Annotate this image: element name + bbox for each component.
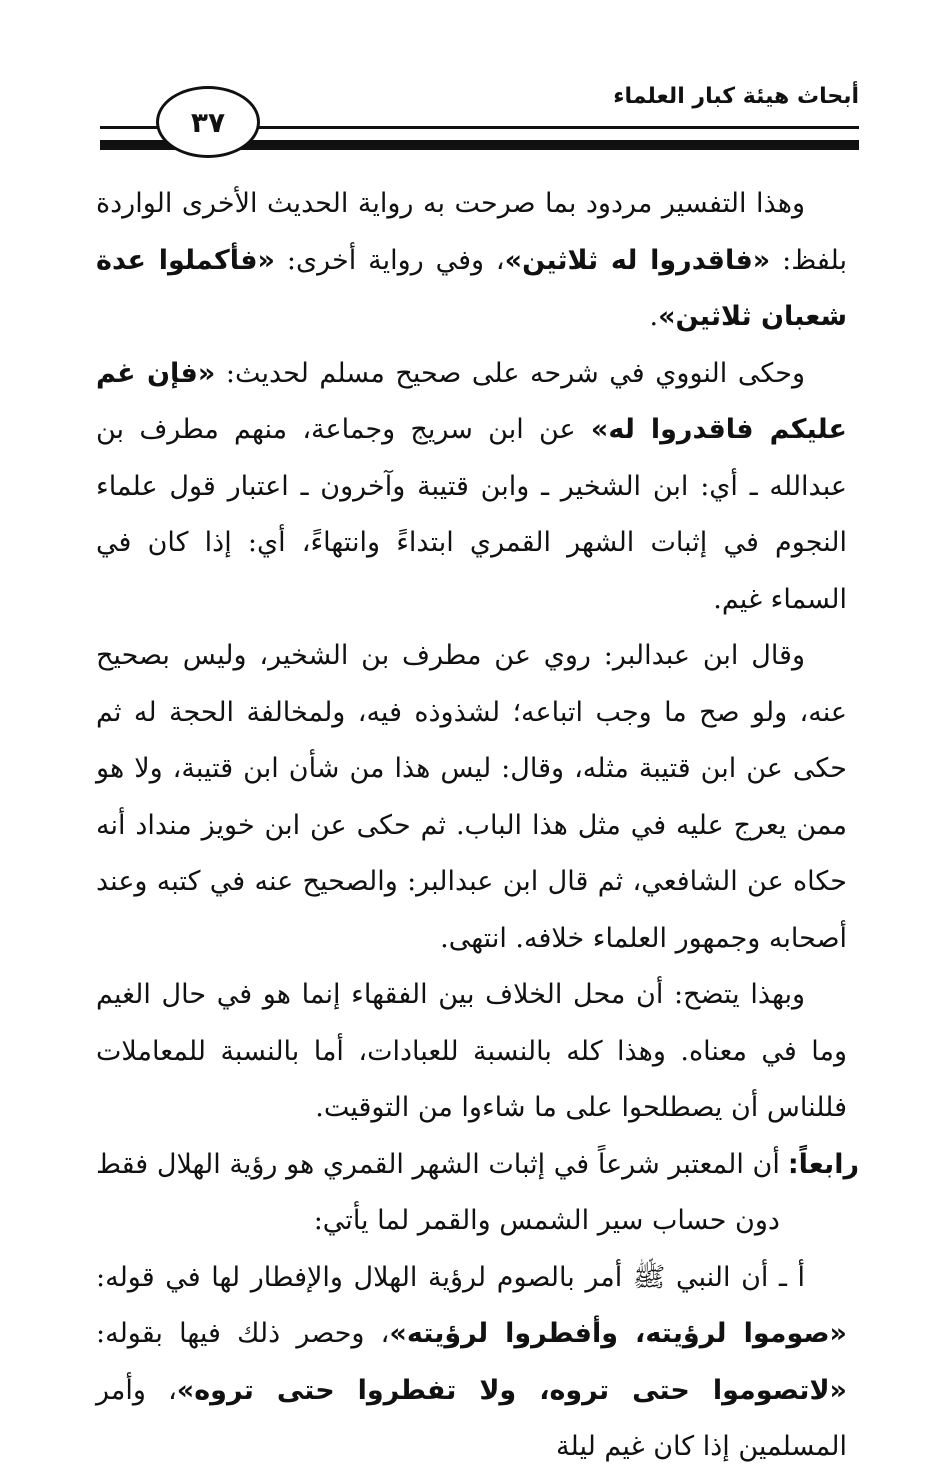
item-label: رابعاً: — [787, 1148, 859, 1180]
paragraph-4: وبهذا يتضح: أن محل الخلاف بين الفقهاء إنما هو في حال الغيم وما في معناه. وهذا كله بالنسبة للعبادات، أما بالنسبة للمعاملات فللناس أن يصطلحوا على ما شاءوا من التوقيت. — [96, 979, 847, 1123]
hadith-quote: «لاتصوموا حتى تروه، ولا تفطروا حتى تروه» — [176, 1374, 847, 1406]
text-run: . — [649, 301, 659, 332]
text-run: وحكى النووي في شرحه على صحيح مسلم لحديث: — [215, 357, 805, 389]
hadith-quote: «فأكملوا عدة شعبان ثلاثين» — [96, 244, 847, 332]
paragraph-2 — [96, 346, 847, 629]
hadith-quote: «فاقدروا له ثلاثين» — [504, 244, 771, 276]
sub-item-a — [96, 1250, 847, 1476]
sub-item-label: أ ـ — [779, 1261, 805, 1293]
running-title: أبحاث هيئة كبار العلماء — [613, 84, 859, 109]
text-run: ، وحصر ذلك فيها بقوله: — [96, 1318, 390, 1349]
page-body — [96, 176, 859, 1476]
text-run: عن ابن سريج وجماعة، منهم مطرف بن عبدالله ـ أي: ابن الشخير ـ وابن قتيبة وآخرون ـ اعتبار قول علماء النجوم في إثبات الشهر القمري ابتداءً وانتهاءً، أي: إذا كان في السماء غيم. — [96, 414, 847, 615]
paragraph-1 — [96, 176, 847, 346]
numbered-item-4 — [96, 1137, 859, 1250]
text-run: أن النبي ﷺ أمر بالصوم لرؤية الهلال والإفطار لها في قوله: — [96, 1261, 769, 1293]
hadith-quote: «فإن غم عليكم فاقدروا له» — [96, 357, 847, 445]
text-run: ، وفي رواية أخرى: — [274, 244, 505, 276]
item-text: أن المعتبر شرعاً في إثبات الشهر القمري هو رؤية الهلال فقط دون حساب سير الشمس والقمر لما يأتي: — [96, 1148, 780, 1236]
page-number-badge — [156, 86, 260, 158]
hadith-quote: «صوموا لرؤيته، وأفطروا لرؤيته» — [389, 1318, 847, 1349]
text-run: ، وأمر المسلمين إذا كان غيم ليلة — [96, 1374, 847, 1462]
page-number: ٣٧ — [190, 105, 226, 139]
text-run: وهذا التفسير مردود بما صرحت به رواية الحديث الأخرى الواردة بلفظ: — [96, 188, 847, 276]
paragraph-3: وقال ابن عبدالبر: روي عن مطرف بن الشخير، وليس بصحيح عنه، ولو صح ما وجب اتباعه؛ لشذوذه فيه، ولمخالفة الحجة له ثم حكى عن ابن قتيبة مثله، وقال: ليس هذا من شأن ابن قتيبة، ولا هو ممن يعرج عليه في مثل هذا الباب. ثم حكى عن ابن خويز منداد أنه حكاه عن الشافعي، ثم قال ابن عبدالبر: والصحيح عنه في كتبه وعند أصحابه وجمهور العلماء خلافه. انتهى. — [96, 640, 847, 954]
